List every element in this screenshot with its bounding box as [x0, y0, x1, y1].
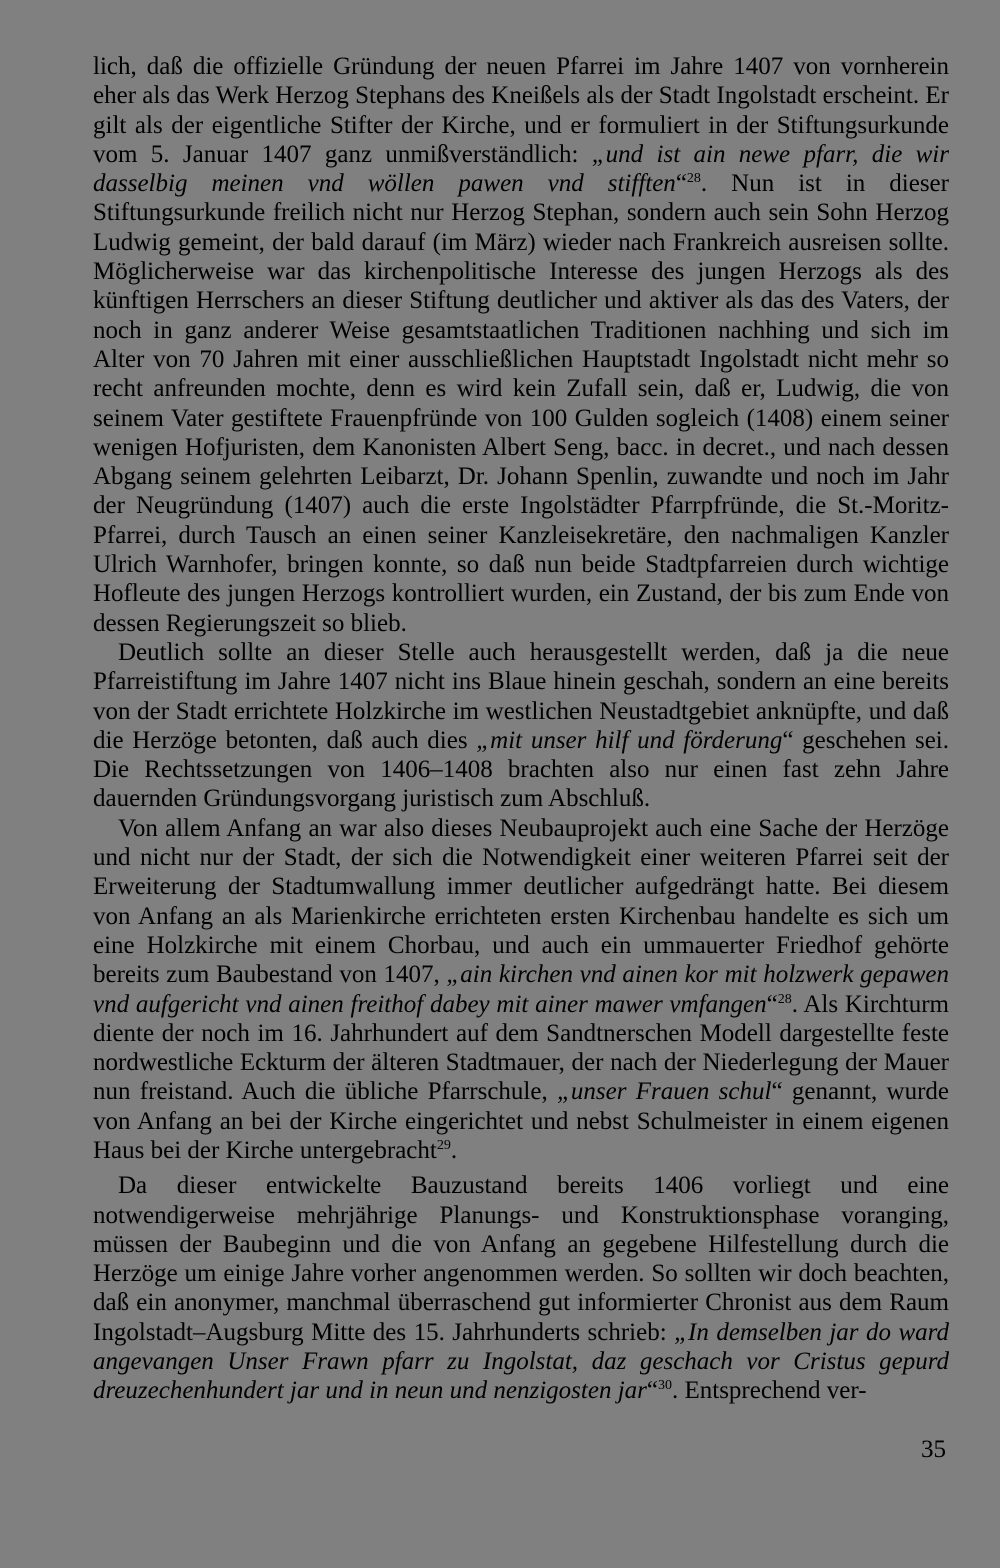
- paragraph-text: “ geschehen sei. Die Rechtssetzungen von 1406–1408 brachten also nur einen fast zehn Jahre dauernden Gründungsvorgang juristisch zum Abschluß.: [93, 726, 949, 813]
- footnote-ref: 30: [657, 1378, 672, 1394]
- paragraph-text: Deutlich sollte an dieser Stelle auch herausgestellt werden, daß ja die neue Pfarreistiftung im Jahre 1407 nicht ins Blaue hinein geschah, sondern an eine bereits von der Stadt errichtete Holzkirche im westlichen Neustadtgebiet anknüpfte, und daß die Herzöge betonten, daß auch dies: [93, 638, 949, 754]
- quote-close: “: [766, 990, 778, 1018]
- quote-close: “: [646, 1377, 658, 1405]
- footnote-ref: 28: [686, 171, 701, 187]
- footnote-ref: 29: [436, 1137, 451, 1153]
- quote-close: “: [675, 170, 687, 198]
- page-number: 35: [921, 1436, 946, 1463]
- paragraph-text: Von allem Anfang an war also dieses Neubauprojekt auch eine Sache der Herzöge und nicht nur der Stadt, der sich die Notwendigkeit einer weiteren Pfarrei seit der Erweiterung der Stadtumwallung immer deutlicher aufgedrängt hatte. Bei diesem von Anfang an als Marienkirche errichteten ersten Kirchenbau handelte es sich um eine Holzkirche mit einem Chorbau, und auch ein ummauerter Friedhof gehörte bereits zum Baubestand von 1407,: [93, 814, 949, 989]
- paragraph-2: [93, 638, 949, 814]
- quote: „und ist ain newe pfarr, die wir dasselbig meinen vnd wöllen pawen vnd stifften: [93, 140, 949, 198]
- quote: „unser Frauen schul: [557, 1078, 772, 1106]
- paragraph-4: [93, 1171, 949, 1405]
- paragraph-1: [93, 52, 949, 638]
- paragraph-text: . Entsprechend ver-: [671, 1377, 867, 1405]
- page-body: [93, 52, 949, 1406]
- paragraph-text: .: [450, 1136, 458, 1164]
- paragraph-text: “ genannt, wurde von Anfang an bei der Kirche eingerichtet und nebst Schulmeister in einem eigenen Haus bei der Kirche untergebracht: [93, 1078, 950, 1164]
- quote: „In demselben jar do ward angevangen Unser Frawn pfarr zu Ingolstat, daz geschach vor Cristus gepurd dreuzechenhundert jar und in neun und nenzigosten jar: [93, 1318, 949, 1405]
- quote: „ain kirchen vnd ainen kor mit holzwerk gepawen vnd aufgericht vnd ainen freithof dabey mit ainer mawer vmfangen: [93, 961, 949, 1018]
- paragraph-text: Da dieser entwickelte Bauzustand bereits 1406 vorliegt und eine notwendigerweise mehrjährige Planungs- und Konstruktionsphase voranging, müssen der Baubeginn und die von Anfang an gegebene Hilfestellung durch die Herzöge um einige Jahre vorher angenommen werden. So sollten wir doch beachten, daß ein anonymer, manchmal überraschend gut informierter Chronist aus dem Raum Ingolstadt–Augsburg Mitte des 15. Jahrhunderts schrieb:: [93, 1172, 949, 1346]
- paragraph-text: . Als Kirchturm diente der noch im 16. Jahrhundert auf dem Sandtnerschen Modell dargestellte feste nordwestliche Eckturm der älteren Stadtmauer, der nach der Niederlegung der Mauer nun freistand. Auch die übliche Pfarrschule,: [93, 990, 949, 1106]
- paragraph-3: [93, 814, 949, 1166]
- paragraph-text: . Nun ist in dieser Stiftungsurkunde freilich nicht nur Herzog Stephan, sondern auch sein Sohn Herzog Ludwig gemeint, der bald darauf (im März) wieder nach Frankreich ausreisen sollte. Möglicherweise war das kirchenpolitische Interesse des jungen Herzogs als des künftigen Herrschers an dieser Stiftung deutlicher und aktiver als das des Vaters, der noch in ganz anderer Weise gesamtstaatlichen Traditionen nachhing und sich im Alter von 70 Jahren mit einer ausschließlichen Hauptstadt Ingolstadt nicht mehr so recht anfreunden mochte, denn es wird kein Zufall sein, daß er, Ludwig, die von seinem Vater gestiftete Frauenpfründe von 100 Gulden sogleich (1408) einem seiner wenigen Hofjuristen, dem Kanonisten Albert Seng, bacc. in decret., und nach dessen Abgang seinem gelehrten Leibarzt, Dr. Johann Spenlin, zuwandte und noch im Jahr der Neugründung (1407) auch die erste Ingolstädter Pfarrpfründe, die St.-Moritz-Pfarrei, durch Tausch an einen seiner Kanzleisekretäre, den nachmaligen Kanzler Ulrich Warnhofer, bringen konnte, so daß nun beide Stadtpfarreien durch wichtige Hofleute des jungen Herzogs kontrolliert wurden, ein Zustand, der bis zum Ende von dessen Regierungszeit so blieb.: [93, 170, 949, 637]
- quote: „mit unser hilf und förderung: [476, 726, 783, 754]
- footnote-ref: 28: [777, 991, 792, 1007]
- paragraph-text: lich, daß die offizielle Gründung der neuen Pfarrei im Jahre 1407 von vornherein eher als das Werk Herzog Stephans des Kneißels als der Stadt Ingolstadt erscheint. Er gilt als der eigentliche Stifter der Kirche, und er formuliert in der Stiftungsurkunde vom 5. Januar 1407 ganz unmißverständlich:: [93, 53, 949, 168]
